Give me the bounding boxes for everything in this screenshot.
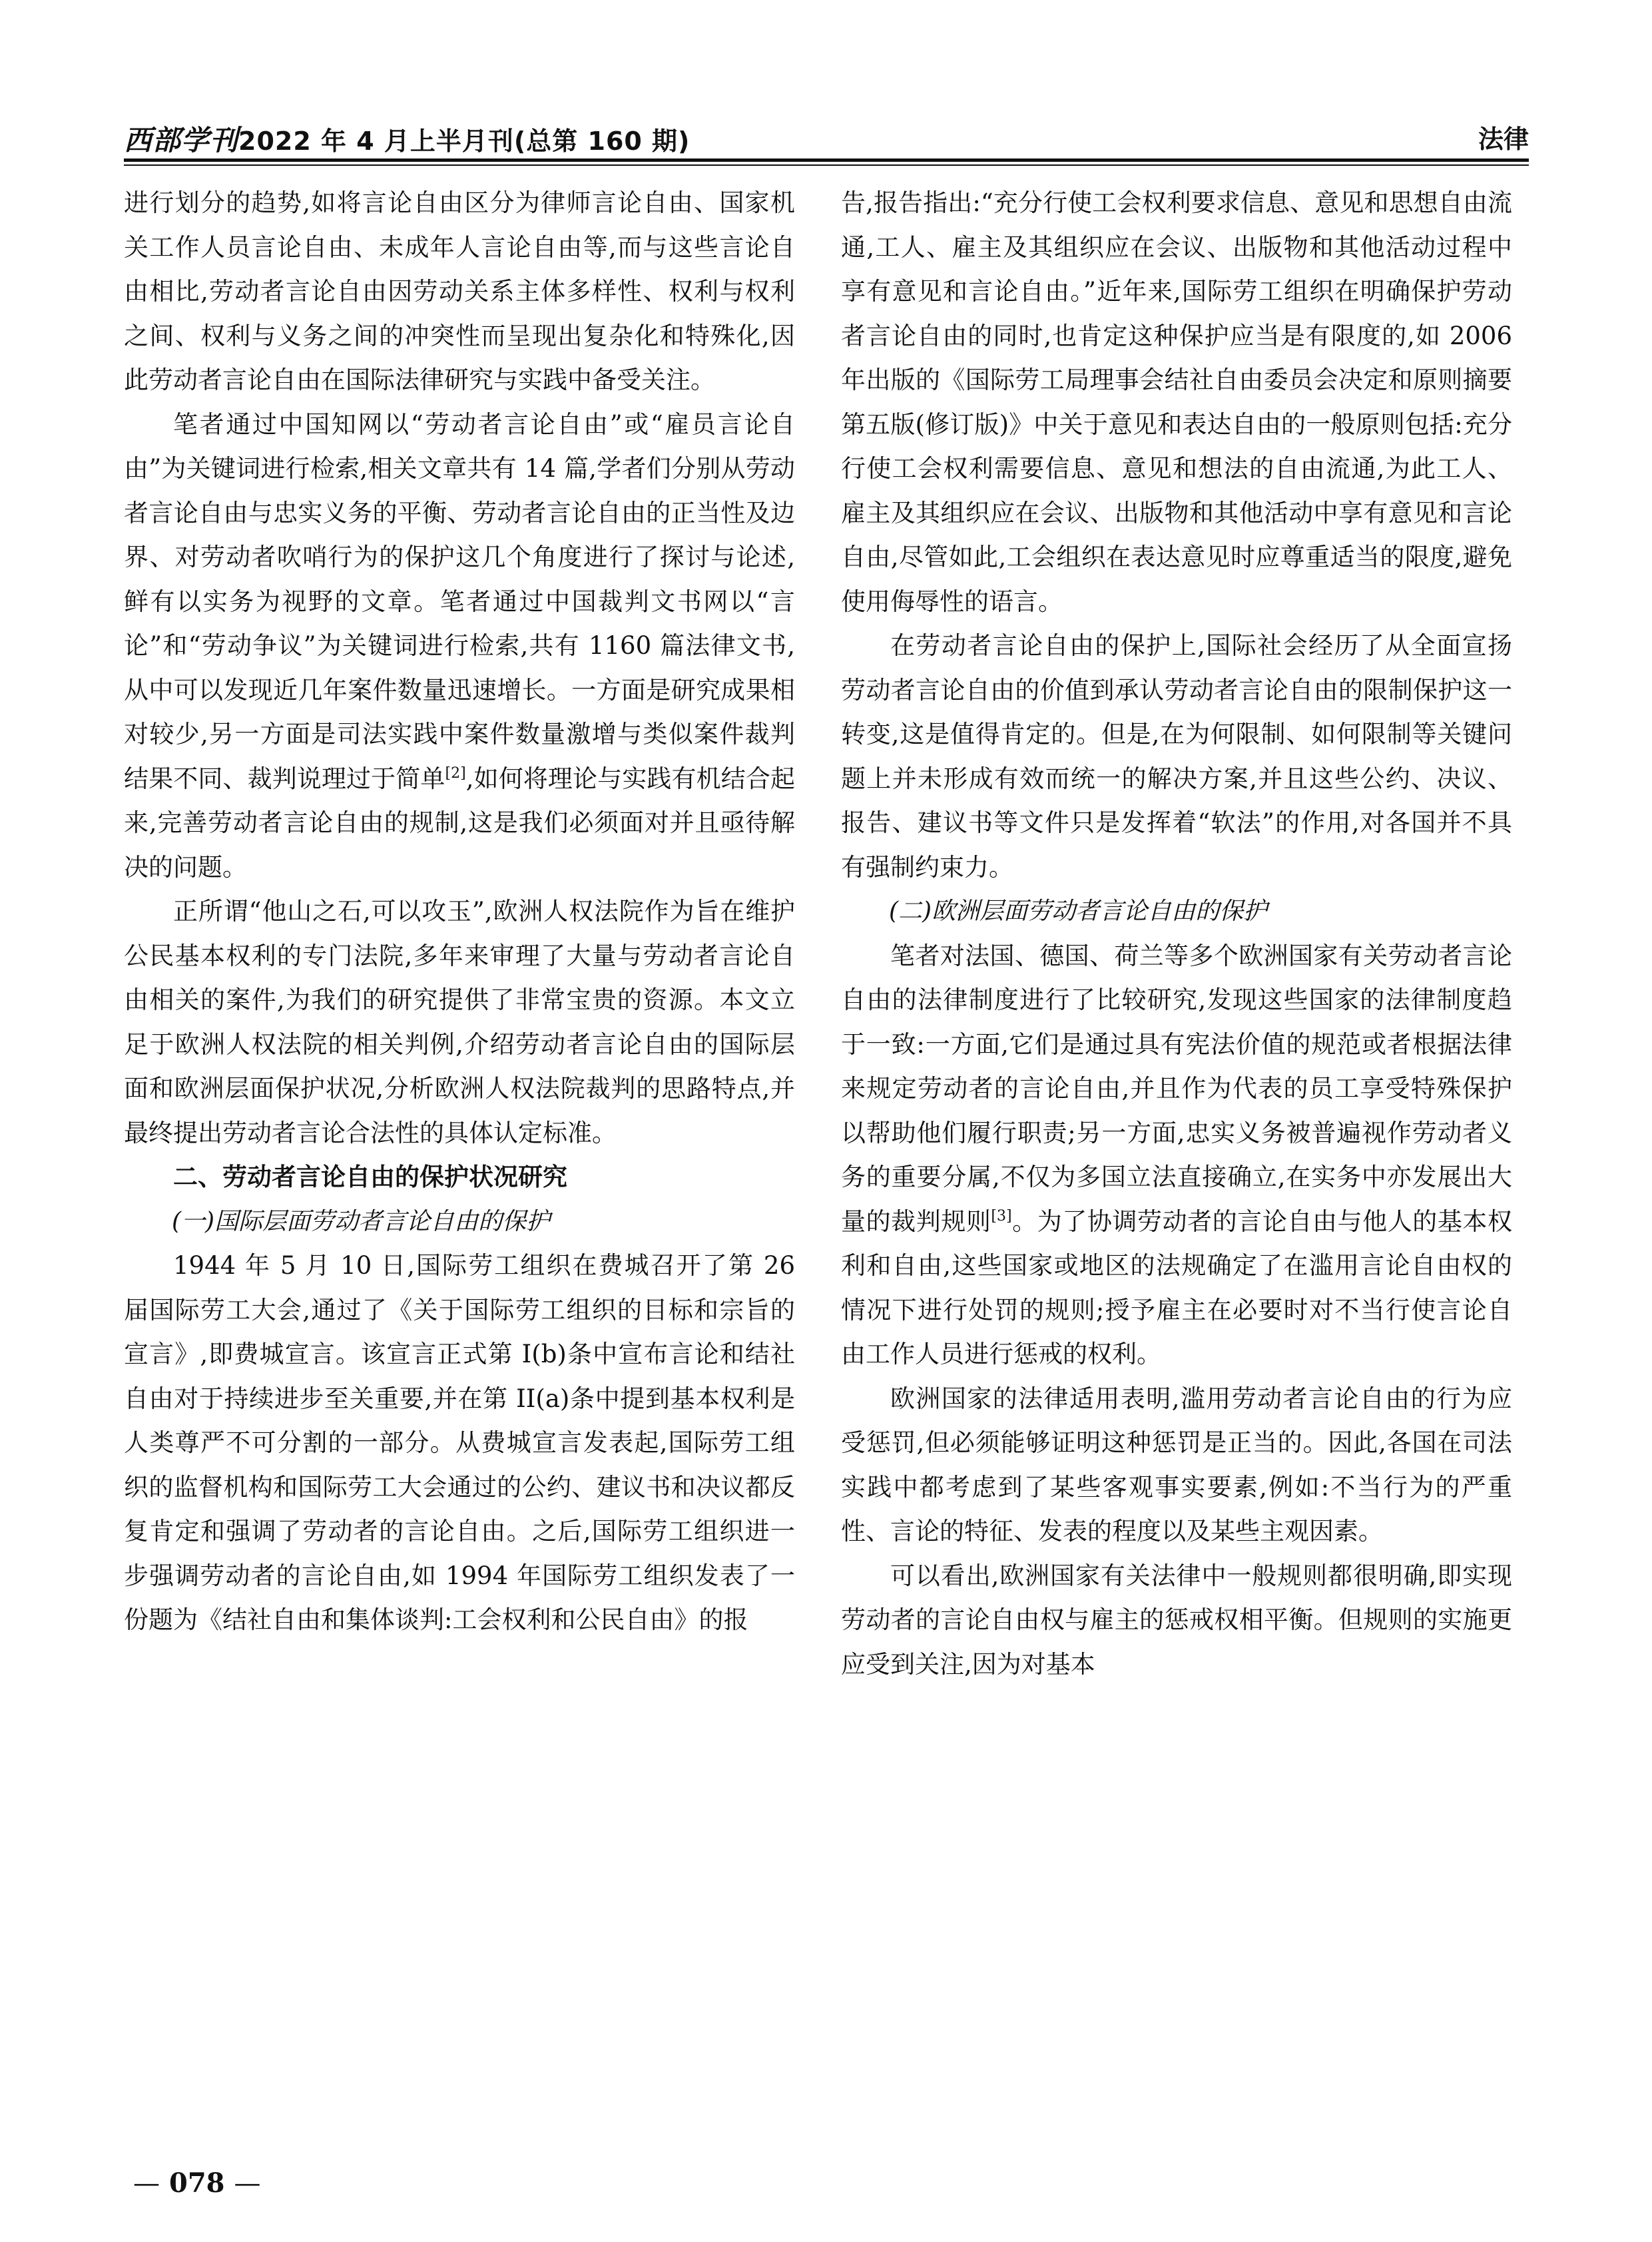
- journal-title: [124, 119, 690, 158]
- left-column: [124, 181, 795, 1643]
- footer-dash-right: —: [234, 2168, 261, 2199]
- section-heading: 二、劳动者言论自由的保护状况研究: [173, 1163, 567, 1191]
- paragraph: 可以看出,欧洲国家有关法律中一般规则都很明确,即实现劳动者的言论自由权与雇主的惩戒权相平衡。但规则的实施更应受到关注,因为对基本: [841, 1561, 1512, 1679]
- paragraph: 欧洲国家的法律适用表明,滥用劳动者言论自由的行为应受惩罚,但必须能够证明这种惩罚是正当的。因此,各国在司法实践中都考虑到了某些客观事实要素,例如:不当行为的严重性、言论的特征、发表的程度以及某些主观因素。: [841, 1384, 1512, 1545]
- issue-info: 2022 年 4 月上半月刊(总第 160 期): [238, 127, 690, 156]
- running-header: [124, 113, 1529, 156]
- subsection-heading: (二)欧洲层面劳动者言论自由的保护: [889, 898, 1268, 925]
- paragraph-text: 。为了协调劳动者的言论自由与他人的基本权利和自由,这些国家或地区的法规确定了在滥用言论自由权的情况下进行处罚的规则;授予雇主在必要时对不当行使言论自由工作人员进行惩戒的权利。: [841, 1207, 1512, 1368]
- paragraph: [124, 403, 795, 890]
- paragraph-text: 笔者对法国、德国、荷兰等多个欧洲国家有关劳动者言论自由的法律制度进行了比较研究,发现这些国家的法律制度趋于一致:一方面,它们是通过具有宪法价值的规范或者根据法律来规定劳动者的言论自由,并且作为代表的员工享受特殊保护以帮助他们履行职责;另一方面,忠实义务被普遍视作劳动者义务的重要分属,不仅为多国立法直接确立,在实务中亦发展出大量的裁判规则: [841, 941, 1512, 1236]
- paragraph-text: ,如何将理论与实践有机结合起来,完善劳动者言论自由的规制,这是我们必须面对并且亟待解决的问题。: [124, 764, 795, 882]
- header-rule-thin: [124, 164, 1529, 166]
- subsection-heading: (一)国际层面劳动者言论自由的保护: [172, 1207, 551, 1235]
- paragraph: 1944 年 5 月 10 日,国际劳工组织在费城召开了第 26 届国际劳工大会,通过了《关于国际劳工组织的目标和宗旨的宣言》,即费城宣言。该宣言正式第 I(b)条中宣布言论和结社自由对于持续进步至关重要,并在第 II(a)条中提到基本权利是人类尊严不可分割的一部分。从费城宣言发表起,国际劳工组织的监督机构和国际劳工大会通过的公约、建议书和决议都反复肯定和强调了劳动者的言论自由。之后,国际劳工组织进一步强调劳动者的言论自由,如 1994 年国际劳工组织发表了一份题为《结社自由和集体谈判:工会权利和公民自由》的报: [124, 1251, 795, 1634]
- paragraph: 在劳动者言论自由的保护上,国际社会经历了从全面宣扬劳动者言论自由的价值到承认劳动者言论自由的限制保护这一转变,这是值得肯定的。但是,在为何限制、如何限制等关键问题上并未形成有效而统一的解决方案,并且这些公约、决议、报告、建议书等文件只是发挥着“软法”的作用,对各国并不具有强制约束力。: [841, 631, 1512, 882]
- paragraph: 正所谓“他山之石,可以攻玉”,欧洲人权法院作为旨在维护公民基本权利的专门法院,多年来审理了大量与劳动者言论自由相关的案件,为我们的研究提供了非常宝贵的资源。本文立足于欧洲人权法院的相关判例,介绍劳动者言论自由的国际层面和欧洲层面保护状况,分析欧洲人权法院裁判的思路特点,并最终提出劳动者言论合法性的具体认定标准。: [124, 897, 795, 1147]
- paragraph: 进行划分的趋势,如将言论自由区分为律师言论自由、国家机关工作人员言论自由、未成年人言论自由等,而与这些言论自由相比,劳动者言论自由因劳动关系主体多样性、权利与权利之间、权利与义务之间的冲突性而呈现出复杂化和特殊化,因此劳动者言论自由在国际法律研究与实践中备受关注。: [124, 188, 795, 394]
- header-rule-thick: [124, 158, 1529, 162]
- paragraph: 告,报告指出:“充分行使工会权利要求信息、意见和思想自由流通,工人、雇主及其组织应在会议、出版物和其他活动过程中享有意见和言论自由。”近年来,国际劳工组织在明确保护劳动者言论自由的同时,也肯定这种保护应当是有限度的,如 2006 年出版的《国际劳工局理事会结社自由委员会决定和原则摘要第五版(修订版)》中关于意见和表达自由的一般原则包括:充分行使工会权利需要信息、意见和想法的自由流通,为此工人、雇主及其组织应在会议、出版物和其他活动中享有意见和言论自由,尽管如此,工会组织在表达意见时应尊重适当的限度,避免使用侮辱性的语言。: [841, 188, 1512, 616]
- journal-masthead: 西部学刊: [124, 124, 239, 156]
- right-column: [841, 181, 1512, 1687]
- paragraph-text: 笔者通过中国知网以“劳动者言论自由”或“雇员言论自由”为关键词进行检索,相关文章共有 14 篇,学者们分别从劳动者言论自由与忠实义务的平衡、劳动者言论自由的正当性及边界、对劳动者吹哨行为的保护这几个角度进行了探讨与论述,鲜有以实务为视野的文章。笔者通过中国裁判文书网以“言论”和“劳动争议”为关键词进行检索,共有 1160 篇法律文书,从中可以发现近几年案件数量迅速增长。一方面是研究成果相对较少,另一方面是司法实践中案件数量激增与类似案件裁判结果不同、裁判说理过于简单: [124, 410, 795, 793]
- footer-dash-left: —: [133, 2168, 160, 2199]
- page-number: 078: [169, 2167, 225, 2199]
- citation-ref: [3]: [991, 1207, 1012, 1225]
- paragraph: [841, 934, 1512, 1377]
- citation-ref: [2]: [445, 764, 466, 782]
- section-name: 法律: [1478, 125, 1529, 154]
- page-number-footer: [124, 2167, 270, 2199]
